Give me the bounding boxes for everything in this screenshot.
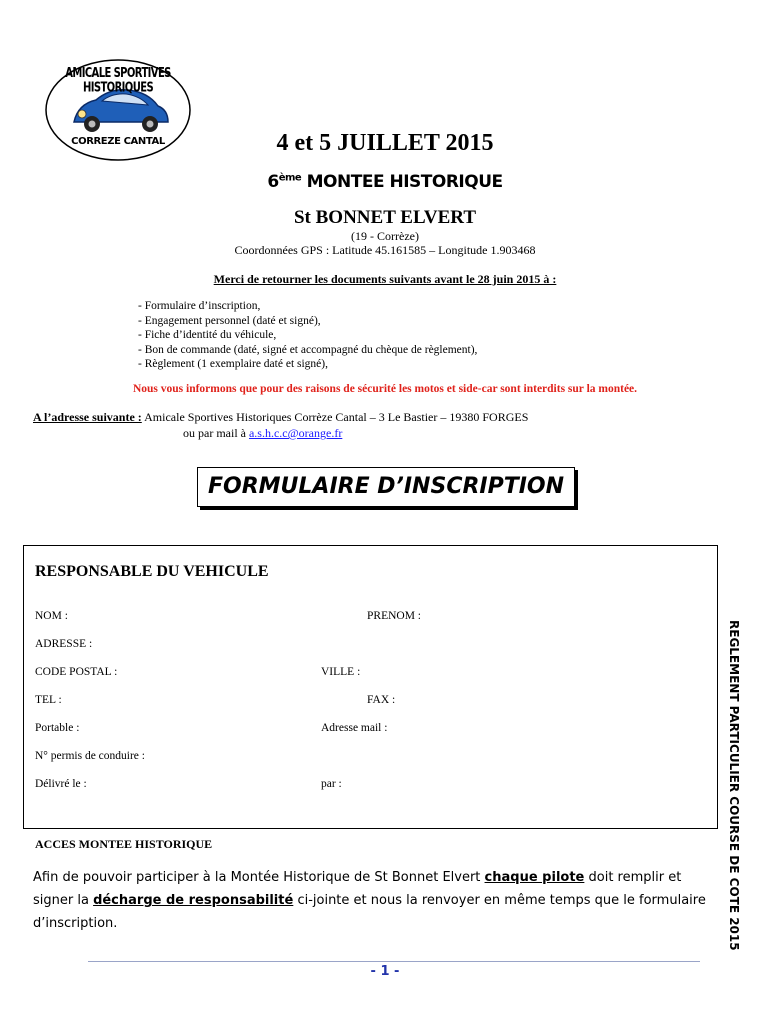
side-title-text: REGLEMENT PARTICULIER COURSE DE COTE 2015 (727, 620, 741, 951)
field-nom[interactable]: NOM : (35, 610, 68, 622)
field-par[interactable]: par : (321, 778, 342, 790)
access-title: ACCES MONTEE HISTORIQUE (35, 837, 213, 851)
field-adresse[interactable]: ADRESSE : (35, 638, 93, 650)
field-tel[interactable]: TEL : (35, 694, 62, 706)
address-label: A l’adresse suivante : (33, 410, 142, 424)
access-bold-decharge: décharge de responsabilité (93, 893, 294, 908)
form-title: FORMULAIRE D’INSCRIPTION (197, 467, 575, 507)
document-list (138, 299, 477, 372)
event-date: 4 et 5 JUILLET 2015 (276, 130, 494, 156)
address-text: Amicale Sportives Historiques Corrèze Cantal – 3 Le Bastier – 19380 FORGES (144, 410, 529, 424)
edition-suffix: ème (278, 172, 302, 184)
field-permis[interactable]: N° permis de conduire : (35, 750, 145, 762)
field-fax[interactable]: FAX : (367, 694, 396, 706)
mail-line (183, 426, 342, 441)
return-notice: Merci de retourner les documents suivants avant le 28 juin 2015 à : (213, 272, 557, 286)
mail-link[interactable]: a.s.h.c.c@orange.fr (248, 426, 343, 440)
side-title (727, 620, 757, 986)
document-item: - Fiche d’identité du véhicule, (138, 329, 277, 341)
postal-address (33, 410, 528, 425)
logo-top-text: AMICALE SPORTIVES HISTORIQUES (65, 66, 171, 96)
access-text: Afin de pouvoir participer à la Montée Historique de St Bonnet Elvert (33, 870, 485, 885)
edition-number: 6 (267, 172, 279, 192)
field-code-postal[interactable]: CODE POSTAL : (35, 666, 118, 678)
access-text: doit remplir et signer la (33, 870, 682, 908)
field-prenom[interactable]: PRENOM : (367, 610, 421, 622)
document-item: - Formulaire d’inscription, (138, 300, 261, 312)
document-item: - Engagement personnel (daté et signé), (138, 314, 321, 327)
gps-coordinates: Coordonnées GPS : Latitude 45.161585 – Longitude 1.903468 (234, 243, 536, 257)
document-item: - Règlement (1 exemplaire daté et signé), (138, 358, 328, 370)
section-title: RESPONSABLE DU VEHICULE (35, 563, 269, 580)
page-number: - 1 - (370, 964, 400, 979)
field-mail[interactable]: Adresse mail : (321, 722, 388, 734)
event-place: St BONNET ELVERT (293, 207, 476, 228)
event-department: (19 - Corrèze) (351, 229, 419, 243)
access-paragraph (33, 866, 723, 935)
field-portable[interactable]: Portable : (35, 722, 80, 734)
field-delivre[interactable]: Délivré le : (35, 778, 87, 790)
document-item: - Bon de commande (daté, signé et accompagné du chèque de règlement), (138, 343, 478, 356)
event-name: MONTEE HISTORIQUE (306, 172, 503, 192)
access-text: ci-jointe et nous la renvoyer en même temps que le formulaire d’inscription. (33, 893, 706, 931)
mail-prefix: ou par mail à (183, 426, 246, 440)
footer-divider (88, 961, 700, 962)
safety-warning: Nous vous informons que pour des raisons de sécurité les motos et side-car sont interdits sur la montée. (132, 383, 638, 395)
logo-bottom-text: CORREZE CANTAL (71, 136, 165, 147)
event-title (0, 172, 770, 192)
access-bold-pilot: chaque pilote (484, 870, 585, 885)
field-ville[interactable]: VILLE : (321, 666, 361, 678)
responsable-box (23, 545, 718, 829)
